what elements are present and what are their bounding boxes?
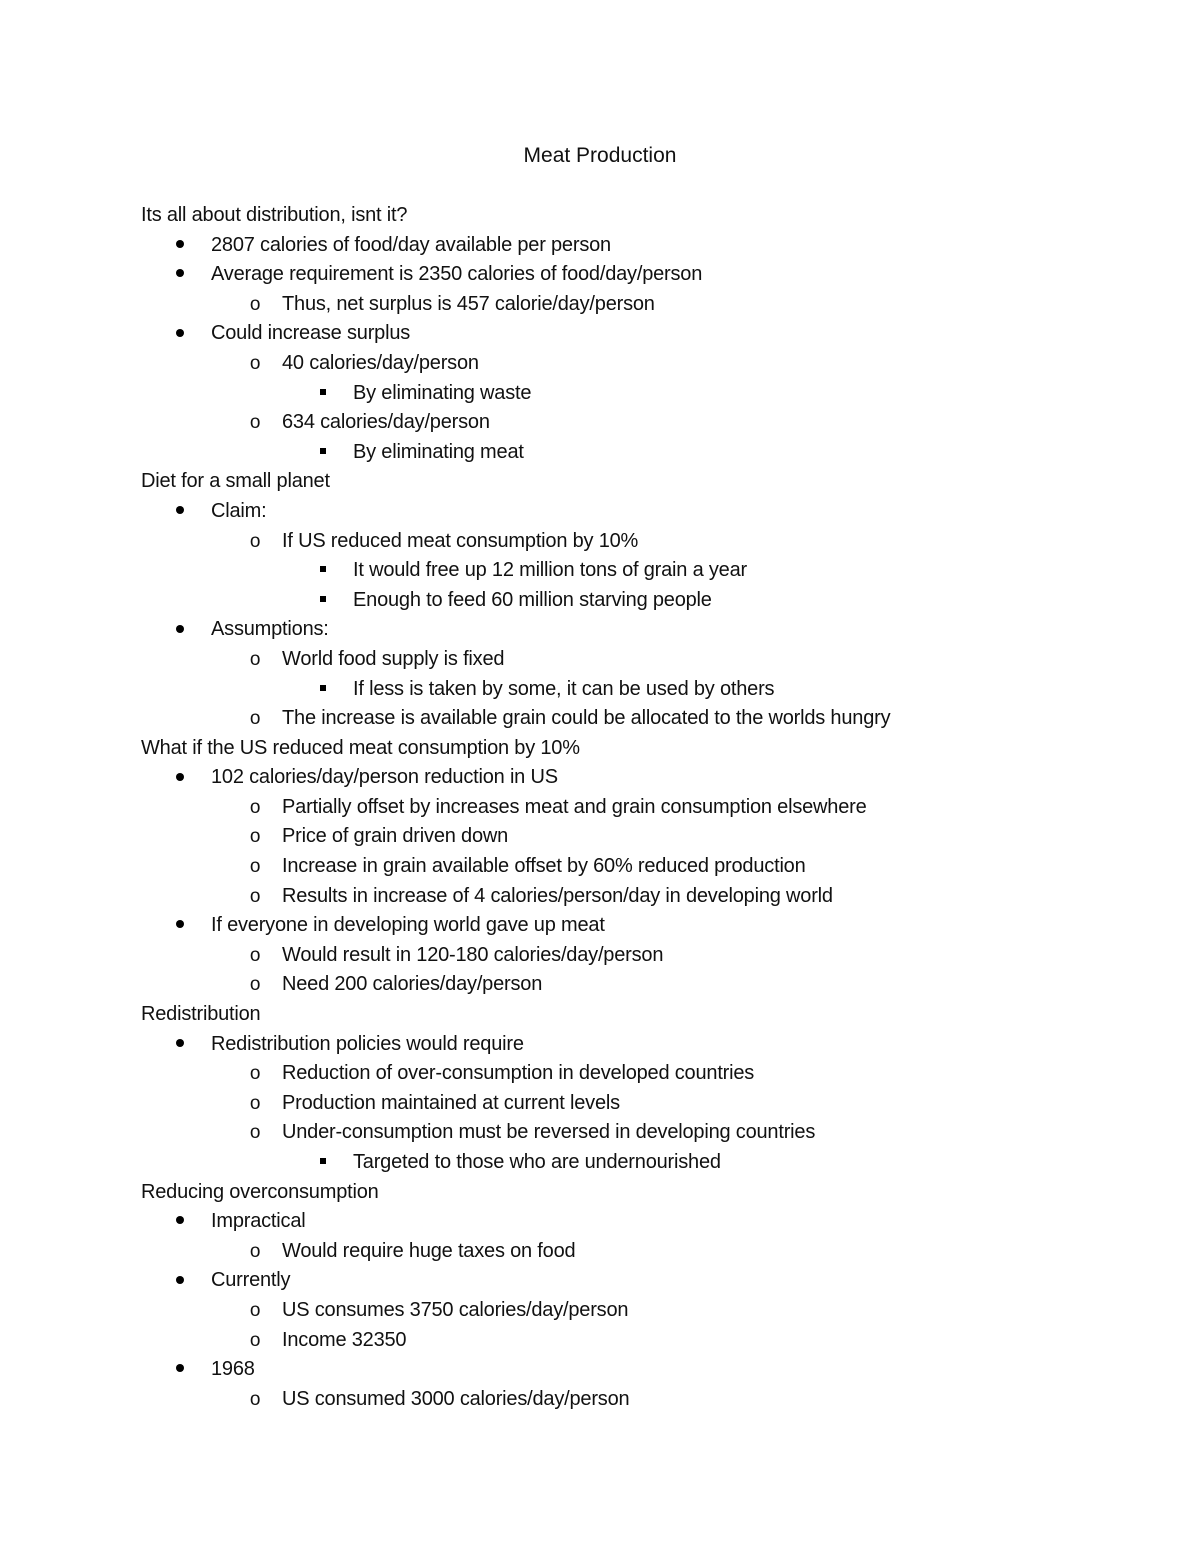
bullet-icon (170, 260, 190, 290)
item-text: Need 200 calories/day/person (282, 973, 543, 996)
list-item (0, 793, 1200, 823)
list-item (0, 1296, 1200, 1326)
circle-bullet-icon: o (249, 856, 261, 878)
item-text: 634 calories/day/person (282, 411, 490, 434)
list-item (0, 1326, 1200, 1356)
bullet-icon (170, 319, 190, 349)
circle-bullet-icon: o (249, 1388, 261, 1410)
item-text: Reduction of over-consumption in developed countries (282, 1062, 755, 1085)
square-bullet-icon (313, 675, 333, 705)
list-item (0, 1355, 1200, 1385)
item-text: Redistribution policies would require (211, 1032, 524, 1055)
item-text: Claim: (211, 499, 267, 522)
list-item (0, 586, 1200, 616)
item-text: If everyone in developing world gave up meat (211, 914, 605, 937)
item-text: Under-consumption must be reversed in developing countries (282, 1121, 816, 1144)
list-item (0, 704, 1200, 734)
item-text: Targeted to those who are undernourished (353, 1151, 721, 1173)
item-text: Currently (211, 1269, 291, 1292)
list-item (0, 527, 1200, 557)
bullet-icon (170, 1355, 190, 1385)
square-bullet-icon (313, 556, 333, 586)
section-heading (0, 1178, 1200, 1208)
item-text: Thus, net surplus is 457 calorie/day/person (282, 292, 655, 315)
circle-bullet-icon: o (249, 974, 261, 996)
list-item (0, 970, 1200, 1000)
circle-bullet-icon: o (249, 1299, 261, 1321)
item-text: 1968 (211, 1358, 255, 1381)
circle-bullet-icon: o (249, 1063, 261, 1085)
circle-bullet-icon: o (249, 826, 261, 848)
circle-bullet-icon: o (249, 1122, 261, 1144)
list-item (0, 1059, 1200, 1089)
circle-bullet-icon: o (249, 648, 261, 670)
list-item (0, 231, 1200, 261)
square-bullet-icon (313, 586, 333, 616)
square-bullet-icon (313, 438, 333, 468)
item-text: Assumptions: (211, 618, 329, 641)
heading-text: Diet for a small planet (141, 470, 330, 493)
list-item (0, 822, 1200, 852)
circle-bullet-icon: o (249, 885, 261, 907)
circle-bullet-icon: o (249, 1329, 261, 1351)
outline-list (0, 201, 1200, 1414)
item-text: Average requirement is 2350 calories of food/day/person (211, 263, 703, 286)
bullet-icon (170, 615, 190, 645)
item-text: Partially offset by increases meat and grain consumption elsewhere (282, 795, 867, 818)
heading-text: Redistribution (141, 1003, 261, 1026)
item-text: It would free up 12 million tons of grain a year (353, 559, 747, 582)
section-heading (0, 467, 1200, 497)
list-item (0, 1207, 1200, 1237)
item-text: Would require huge taxes on food (282, 1239, 576, 1262)
square-bullet-icon (313, 1148, 333, 1178)
list-item (0, 852, 1200, 882)
list-item (0, 1148, 1200, 1178)
item-text: World food supply is fixed (282, 647, 505, 670)
bullet-icon (170, 231, 190, 261)
item-text: Impractical (211, 1210, 306, 1233)
circle-bullet-icon: o (249, 293, 261, 315)
list-item (0, 290, 1200, 320)
list-item (0, 556, 1200, 586)
list-item (0, 1266, 1200, 1296)
list-item (0, 408, 1200, 438)
item-text: 102 calories/day/person reduction in US (211, 766, 558, 789)
heading-text: What if the US reduced meat consumption by 10% (141, 736, 580, 759)
circle-bullet-icon: o (249, 944, 261, 966)
list-item (0, 379, 1200, 409)
list-item (0, 319, 1200, 349)
circle-bullet-icon: o (249, 1092, 261, 1114)
bullet-icon (170, 1266, 190, 1296)
item-text: By eliminating meat (353, 440, 524, 463)
item-text: 40 calories/day/person (282, 351, 479, 374)
bullet-icon (170, 911, 190, 941)
item-text: US consumes 3750 calories/day/person (282, 1298, 629, 1321)
item-text: Could increase surplus (211, 322, 411, 345)
list-item (0, 645, 1200, 675)
section-heading (0, 1000, 1200, 1030)
item-text: Would result in 120-180 calories/day/person (282, 943, 664, 966)
item-text: 2807 calories of food/day available per person (211, 233, 611, 256)
list-item (0, 349, 1200, 379)
list-item (0, 911, 1200, 941)
item-text: If less is taken by some, it can be used by others (353, 677, 775, 700)
circle-bullet-icon: o (249, 412, 261, 434)
circle-bullet-icon: o (249, 352, 261, 374)
item-text: Price of grain driven down (282, 825, 509, 848)
item-text: If US reduced meat consumption by 10% (282, 529, 639, 552)
item-text: The increase is available grain could be allocated to the worlds hungry (282, 707, 891, 730)
list-item (0, 1385, 1200, 1415)
list-item (0, 1089, 1200, 1119)
item-text: Results in increase of 4 calories/person/day in developing world (282, 884, 833, 907)
list-item (0, 260, 1200, 290)
item-text: US consumed 3000 calories/day/person (282, 1387, 630, 1410)
item-text: Enough to feed 60 million starving people (353, 588, 712, 611)
list-item (0, 675, 1200, 705)
item-text: Increase in grain available offset by 60% reduced production (282, 855, 806, 878)
list-item (0, 438, 1200, 468)
section-heading (0, 201, 1200, 231)
item-text: Income 32350 (282, 1328, 407, 1351)
circle-bullet-icon: o (249, 530, 261, 552)
circle-bullet-icon: o (249, 708, 261, 730)
section-heading (0, 734, 1200, 764)
circle-bullet-icon: o (249, 796, 261, 818)
list-item (0, 763, 1200, 793)
heading-text: Its all about distribution, isnt it? (141, 204, 408, 226)
heading-text: Reducing overconsumption (141, 1180, 379, 1203)
list-item (0, 1030, 1200, 1060)
list-item (0, 497, 1200, 527)
bullet-icon (170, 763, 190, 793)
item-text: By eliminating waste (353, 381, 532, 404)
square-bullet-icon (313, 379, 333, 409)
circle-bullet-icon: o (249, 1240, 261, 1262)
list-item (0, 882, 1200, 912)
list-item (0, 1237, 1200, 1267)
bullet-icon (170, 497, 190, 527)
document-title: Meat Production (523, 144, 677, 167)
bullet-icon (170, 1207, 190, 1237)
item-text: Production maintained at current levels (282, 1091, 620, 1114)
bullet-icon (170, 1030, 190, 1060)
list-item (0, 1118, 1200, 1148)
list-item (0, 941, 1200, 971)
list-item (0, 615, 1200, 645)
